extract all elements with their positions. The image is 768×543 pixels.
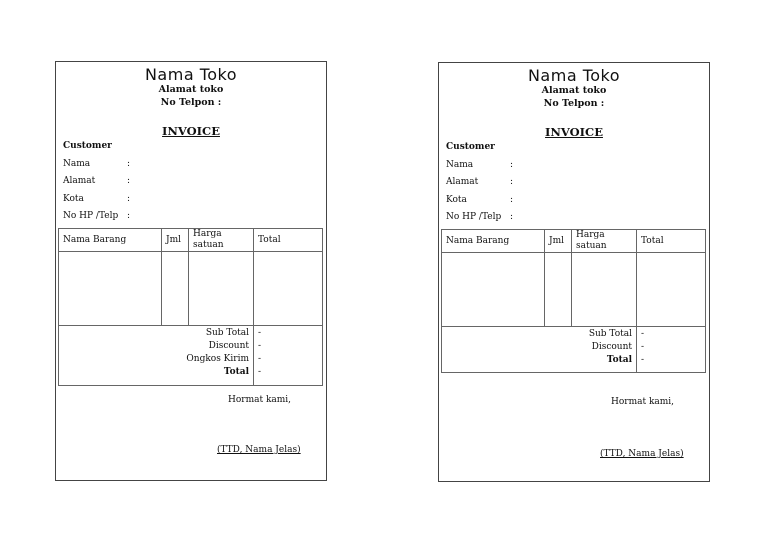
subtotal-label: Sub Total	[205, 328, 249, 338]
signature-line: (TTD, Nama Jelas)	[217, 445, 301, 455]
summary-labels	[59, 326, 254, 386]
invoice-title-text: INVOICE	[162, 124, 220, 138]
discount-label: Discount	[208, 341, 249, 351]
regards-text: Hormat kami,	[228, 395, 292, 405]
shop-address: Alamat toko	[158, 84, 224, 95]
customer-phone-label: No HP /Telp	[446, 212, 502, 222]
summary-labels	[442, 327, 637, 373]
invoice-title-text: INVOICE	[545, 125, 603, 139]
shop-phone: No Telpon :	[160, 97, 222, 108]
item-qty-cell	[545, 253, 572, 327]
customer-name-sep: :	[127, 159, 131, 169]
item-name-cell	[442, 253, 545, 327]
customer-city-sep: :	[510, 195, 514, 205]
col-item-name: Nama Barang	[59, 229, 162, 252]
shipping-value: -	[258, 354, 262, 364]
items-table-body	[442, 253, 706, 327]
customer-address-row	[446, 177, 513, 187]
customer-phone-row	[446, 212, 513, 222]
customer-phone-sep: :	[510, 212, 514, 222]
customer-address-label: Alamat	[446, 177, 479, 187]
customer-phone-sep: :	[127, 211, 131, 221]
summary-values	[637, 327, 706, 373]
customer-address-sep: :	[127, 176, 131, 186]
items-table-header	[442, 230, 706, 253]
customer-name-sep: :	[510, 160, 514, 170]
items-table-body	[59, 252, 323, 326]
customer-heading: Customer	[63, 141, 112, 151]
customer-city-row	[446, 195, 513, 205]
col-unit-price: Harga satuan	[572, 230, 637, 253]
item-name-cell	[59, 252, 162, 326]
customer-address-sep: :	[510, 177, 514, 187]
total-label: Total	[223, 367, 249, 377]
total-label: Total	[606, 355, 632, 365]
total-value: -	[641, 355, 645, 365]
customer-name-row	[63, 159, 130, 169]
item-qty-cell	[162, 252, 189, 326]
shop-phone: No Telpon :	[543, 98, 605, 109]
col-qty: Jml	[162, 229, 189, 252]
customer-name-label: Nama	[446, 160, 474, 170]
items-table-header	[59, 229, 323, 252]
total-value: -	[258, 367, 262, 377]
item-price-cell	[572, 253, 637, 327]
customer-city-row	[63, 194, 130, 204]
col-unit-price: Harga satuan	[189, 229, 254, 252]
discount-value: -	[258, 341, 262, 351]
customer-name-label: Nama	[63, 159, 91, 169]
col-qty: Jml	[545, 230, 572, 253]
item-total-cell	[254, 252, 323, 326]
invoice-title	[439, 125, 709, 139]
subtotal-value: -	[258, 328, 262, 338]
summary-row	[59, 326, 323, 386]
discount-value: -	[641, 342, 645, 352]
customer-name-row	[446, 160, 513, 170]
item-price-cell	[189, 252, 254, 326]
invoice-title	[56, 124, 326, 138]
invoice-form-right	[438, 62, 710, 482]
col-total: Total	[254, 229, 323, 252]
customer-address-row	[63, 176, 130, 186]
customer-address-label: Alamat	[63, 176, 96, 186]
customer-phone-row	[63, 211, 130, 221]
customer-city-sep: :	[127, 194, 131, 204]
customer-heading: Customer	[446, 142, 495, 152]
items-table	[58, 228, 323, 386]
invoice-form-left	[55, 61, 327, 481]
col-total: Total	[637, 230, 706, 253]
summary-row	[442, 327, 706, 373]
shop-name: Nama Toko	[527, 66, 621, 85]
subtotal-label: Sub Total	[588, 329, 632, 339]
summary-values	[254, 326, 323, 386]
shipping-label: Ongkos Kirim	[186, 354, 249, 364]
regards-text: Hormat kami,	[611, 397, 675, 407]
signature-line: (TTD, Nama Jelas)	[600, 449, 684, 459]
subtotal-value: -	[641, 329, 645, 339]
item-total-cell	[637, 253, 706, 327]
col-item-name: Nama Barang	[442, 230, 545, 253]
shop-address: Alamat toko	[541, 85, 607, 96]
shop-name: Nama Toko	[144, 65, 238, 84]
customer-city-label: Kota	[63, 194, 84, 204]
discount-label: Discount	[591, 342, 632, 352]
items-table	[441, 229, 706, 373]
customer-phone-label: No HP /Telp	[63, 211, 119, 221]
customer-city-label: Kota	[446, 195, 467, 205]
